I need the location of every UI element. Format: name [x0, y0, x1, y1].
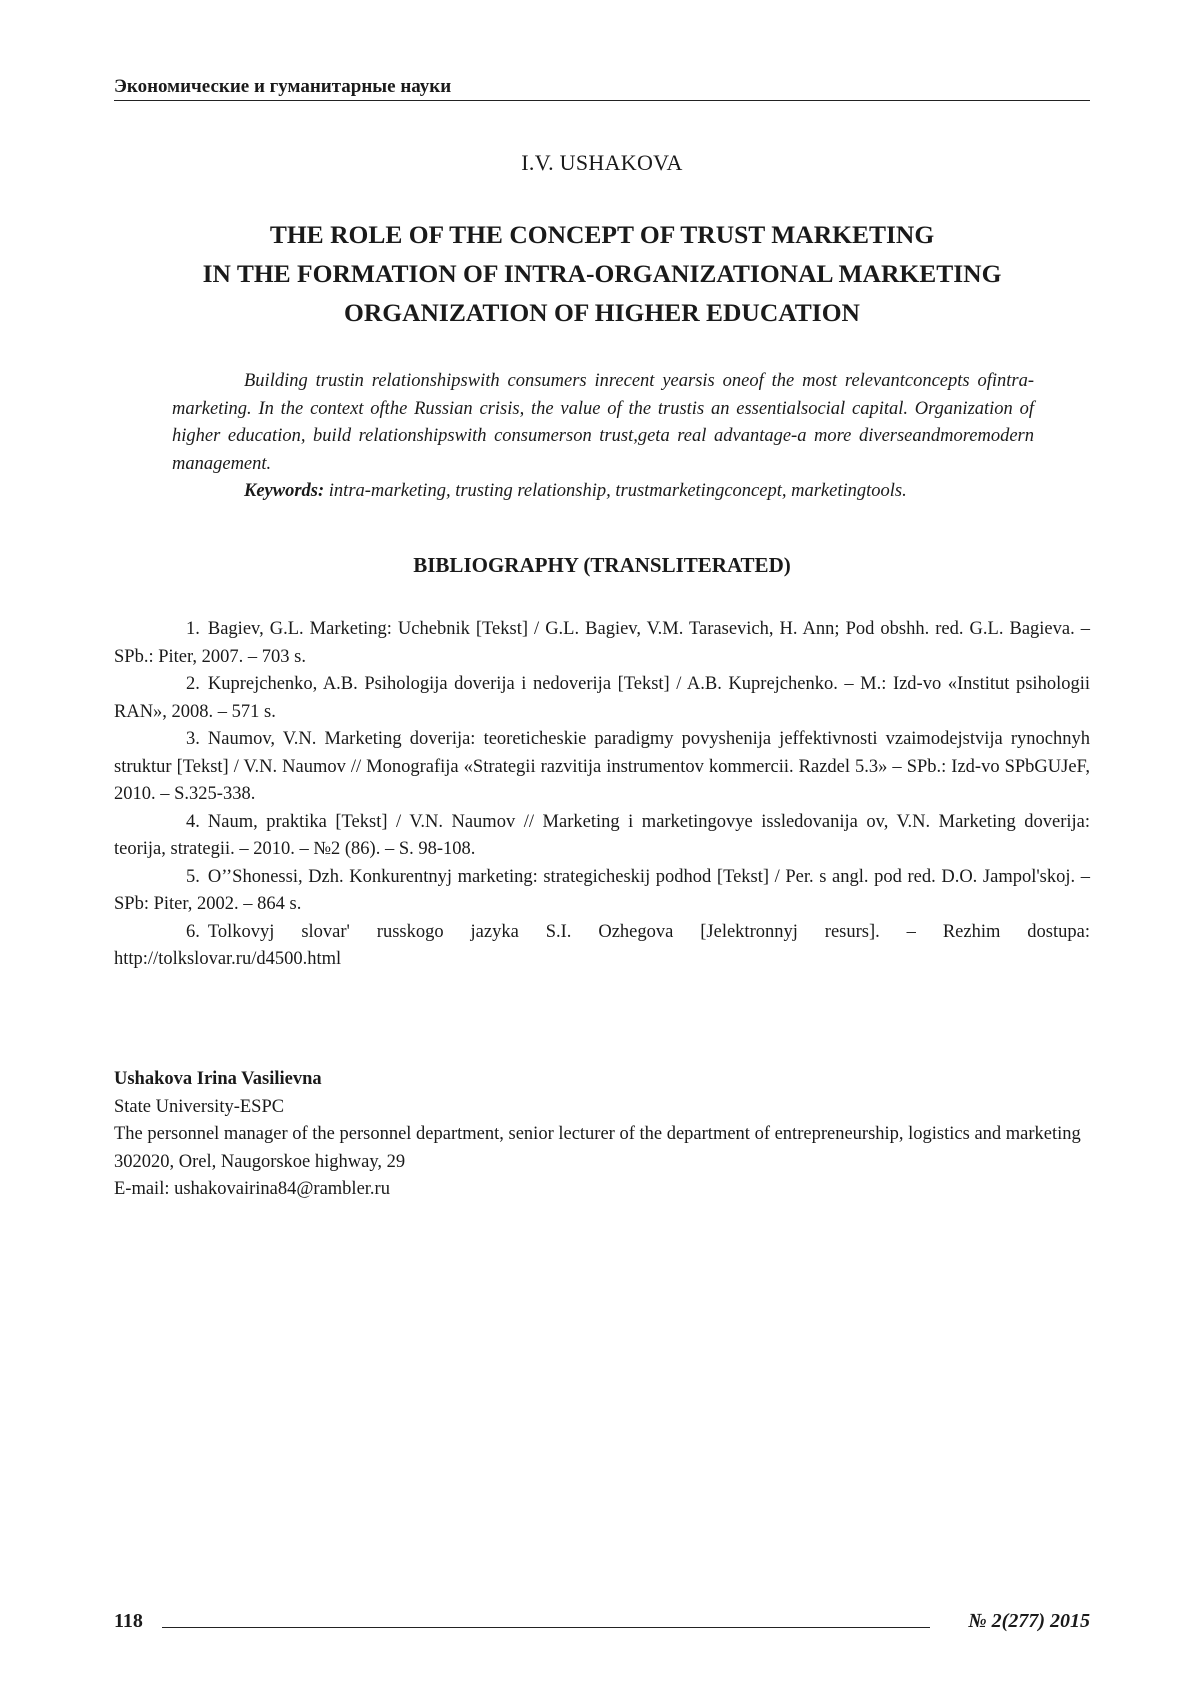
article-abstract	[172, 368, 1034, 506]
bibliography-item	[114, 809, 1090, 864]
running-footer	[114, 1610, 1090, 1640]
bibliography-item-number: 1.	[186, 619, 200, 639]
bibliography-item-text: Tolkovyj slovar' russkogo jazyka S.I. Ozhegova [Jelektronnyj resurs]. – Rezhim dostupa: http://tolkslovar.ru/d4500.html	[114, 922, 1090, 970]
author-full-name: Ushakova Irina Vasilievna	[114, 1066, 1090, 1094]
article-title-line: THE ROLE OF THE CONCEPT OF TRUST MARKETING	[114, 215, 1090, 254]
footer-rule	[162, 1627, 930, 1628]
bibliography-item-number: 4.	[186, 812, 200, 832]
bibliography-item	[114, 726, 1090, 809]
author-organization: State University-ESPC	[114, 1094, 1090, 1122]
keywords-line	[172, 478, 1034, 506]
issue-number: № 2(277) 2015	[968, 1610, 1090, 1633]
page-number: 118	[114, 1610, 143, 1633]
abstract-text: Building trustin relationshipswith consumers inrecent yearsis oneof the most relevantconcepts ofintra-marketing. In the context ofthe Russian crisis, the value of the trustis an essentialsocial capital. Organization of higher education, build relationshipswith consumerson trust,geta real advantage-a more diverseandmoremodern management.	[172, 368, 1034, 478]
journal-section-title: Экономические и гуманитарные науки	[114, 76, 451, 98]
bibliography-item-text: Naumov, V.N. Marketing doverija: teoreticheskie paradigmy povyshenija jeffektivnosti vzaimodejstvija rynochnyh struktur [Tekst] / V.N. Naumov // Monografija «Strategii razvitija instrumentov kommercii. Razdel 5.3» – SPb.: Izd-vo SPbGUJeF, 2010. – S.325-338.	[114, 729, 1090, 804]
bibliography-item-number: 3.	[186, 729, 200, 749]
author-address: 302020, Orel, Naugorskoe highway, 29	[114, 1149, 1090, 1177]
article-author: I.V. USHAKOVA	[114, 150, 1090, 176]
bibliography-item-number: 6.	[186, 922, 200, 942]
bibliography-item-number: 5.	[186, 867, 200, 887]
bibliography-item-text: Bagiev, G.L. Marketing: Uchebnik [Tekst] / G.L. Bagiev, V.M. Tarasevich, H. Ann; Pod obshh. red. G.L. Bagieva. – SPb.: Piter, 2007. – 703 s.	[114, 619, 1090, 667]
bibliography-item-number: 2.	[186, 674, 200, 694]
bibliography-item-text: Naum, praktika [Tekst] / V.N. Naumov // Marketing i marketingovye issledovanija ov, V.N. Marketing doverija: teorija, strategii. – 2010. – №2 (86). – S. 98-108.	[114, 812, 1090, 860]
bibliography-item	[114, 919, 1090, 974]
article-title-line: ORGANIZATION OF HIGHER EDUCATION	[114, 293, 1090, 332]
bibliography-list	[114, 616, 1090, 974]
bibliography-item-text: O’’Shonessi, Dzh. Konkurentnyj marketing: strategicheskij podhod [Tekst] / Per. s angl. pod red. D.O. Jampol'skoj. – SPb: Piter, 2002. – 864 s.	[114, 867, 1090, 915]
author-position: The personnel manager of the personnel department, senior lecturer of the department of entrepreneurship, logistics and marketing	[114, 1121, 1090, 1149]
keywords-text: intra-marketing, trusting relationship, trustmarketingconcept, marketingtools.	[324, 481, 907, 501]
bibliography-item-text: Kuprejchenko, A.B. Psihologija doverija i nedoverija [Tekst] / A.B. Kuprejchenko. – M.: Izd-vo «Institut psihologii RAN», 2008. – 571 s.	[114, 674, 1090, 722]
author-email: E-mail: ushakovairina84@rambler.ru	[114, 1176, 1090, 1204]
running-header	[114, 72, 1090, 101]
journal-page	[114, 0, 1090, 1698]
bibliography-item	[114, 671, 1090, 726]
bibliography-item	[114, 864, 1090, 919]
author-info	[114, 1066, 1090, 1204]
article-title-line: IN THE FORMATION OF INTRA-ORGANIZATIONAL MARKETING	[114, 254, 1090, 293]
keywords-label: Keywords:	[244, 481, 324, 501]
bibliography-heading: BIBLIOGRAPHY (TRANSLITERATED)	[114, 553, 1090, 578]
bibliography-item	[114, 616, 1090, 671]
article-title	[114, 215, 1090, 332]
